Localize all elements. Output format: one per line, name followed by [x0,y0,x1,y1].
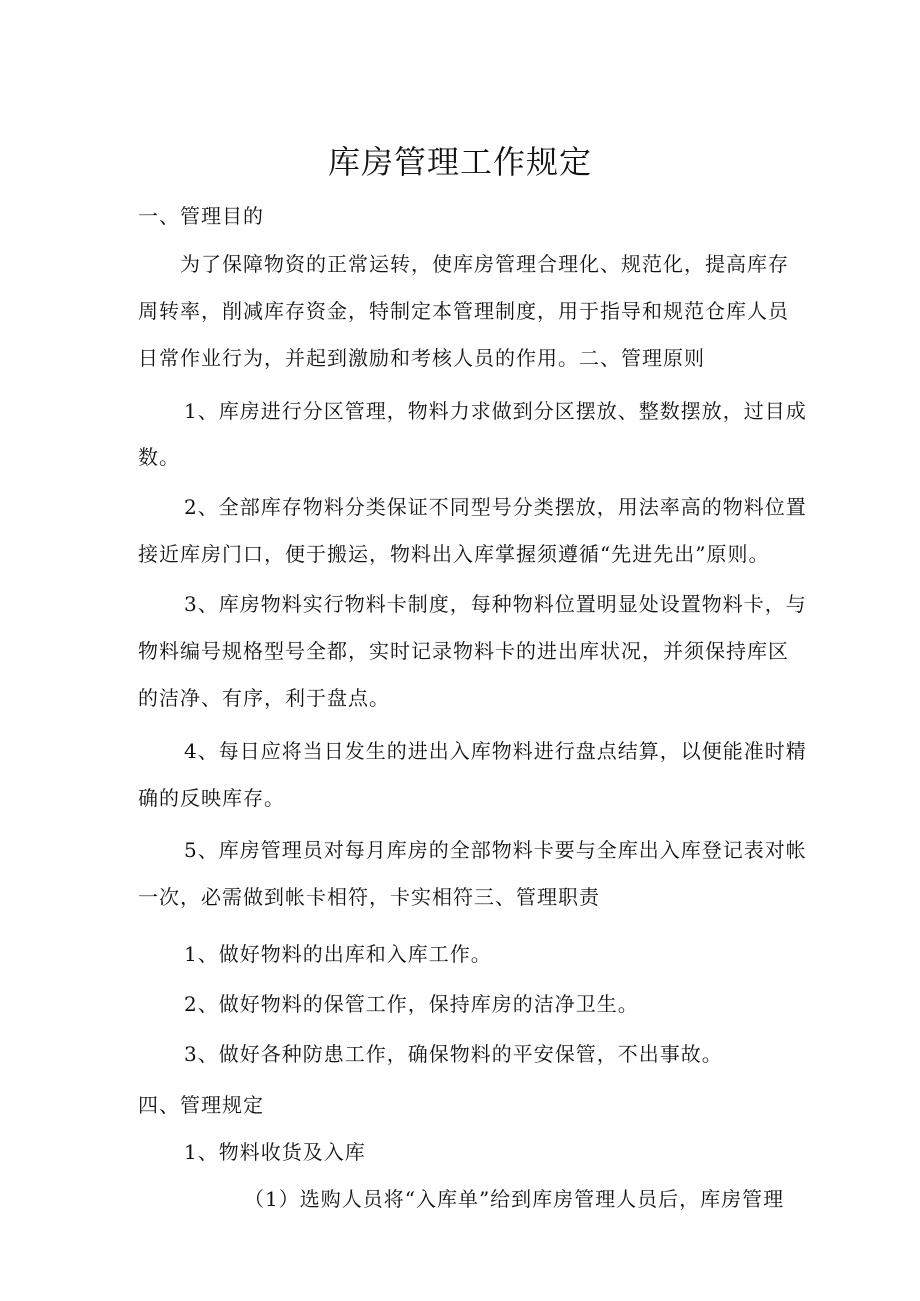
paragraph-line: 确的反映库存。 [138,786,285,810]
paragraph-line: 周转率，削减库存资金，特制定本管理制度，用于指导和规范仓库人员 [138,299,789,323]
paragraph-line: 2、全部库存物料分类保证不同型号分类摆放，用法率高的物料位置 [184,495,807,519]
paragraph-line: 的洁净、有序，利于盘点。 [138,686,390,710]
paragraph-line: 日常作业行为，并起到激励和考核人员的作用。二、管理原则 [138,346,705,370]
paragraph-line: 5、库房管理员对每月库房的全部物料卡要与全库出入库登记表对帐 [184,838,807,862]
paragraph-line: 接近库房门口，便于搬运，物料出入库掌握须遵循“先进先出”原则。 [138,542,770,566]
paragraph-line: 3、库房物料实行物料卡制度，每种物料位置明显处设置物料卡，与 [184,592,807,616]
paragraph-line: 物料编号规格型号全都，实时记录物料卡的进出库状况，并须保持库区 [138,639,789,663]
paragraph-line: 3、做好各种防患工作，确保物料的平安保管，不出事故。 [184,1042,723,1066]
paragraph-line: 4、每日应将当日发生的进出入库物料进行盘点结算，以便能准时精 [184,739,807,763]
paragraph-line: 2、做好物料的保管工作，保持库房的洁净卫生。 [184,992,639,1016]
subsection-heading: 1、物料收货及入库 [184,1140,366,1164]
paragraph-line: 一次，必需做到帐卡相符，卡实相符三、管理职责 [138,885,600,909]
section-heading-1: 一、管理目的 [138,204,264,228]
paragraph-line: （1）选购人员将“入库单”给到库房管理人员后，库房管理 [244,1187,785,1211]
section-heading-4: 四、管理规定 [138,1093,264,1117]
paragraph-line: 数。 [138,445,180,469]
paragraph-line: 1、做好物料的出库和入库工作。 [184,942,492,966]
paragraph-line: 为了保障物资的正常运转，使库房管理合理化、规范化，提高库存 [180,252,789,276]
document-title: 库房管理工作规定 [327,143,592,181]
paragraph-line: 1、库房进行分区管理，物料力求做到分区摆放、整数摆放，过目成 [184,399,807,423]
